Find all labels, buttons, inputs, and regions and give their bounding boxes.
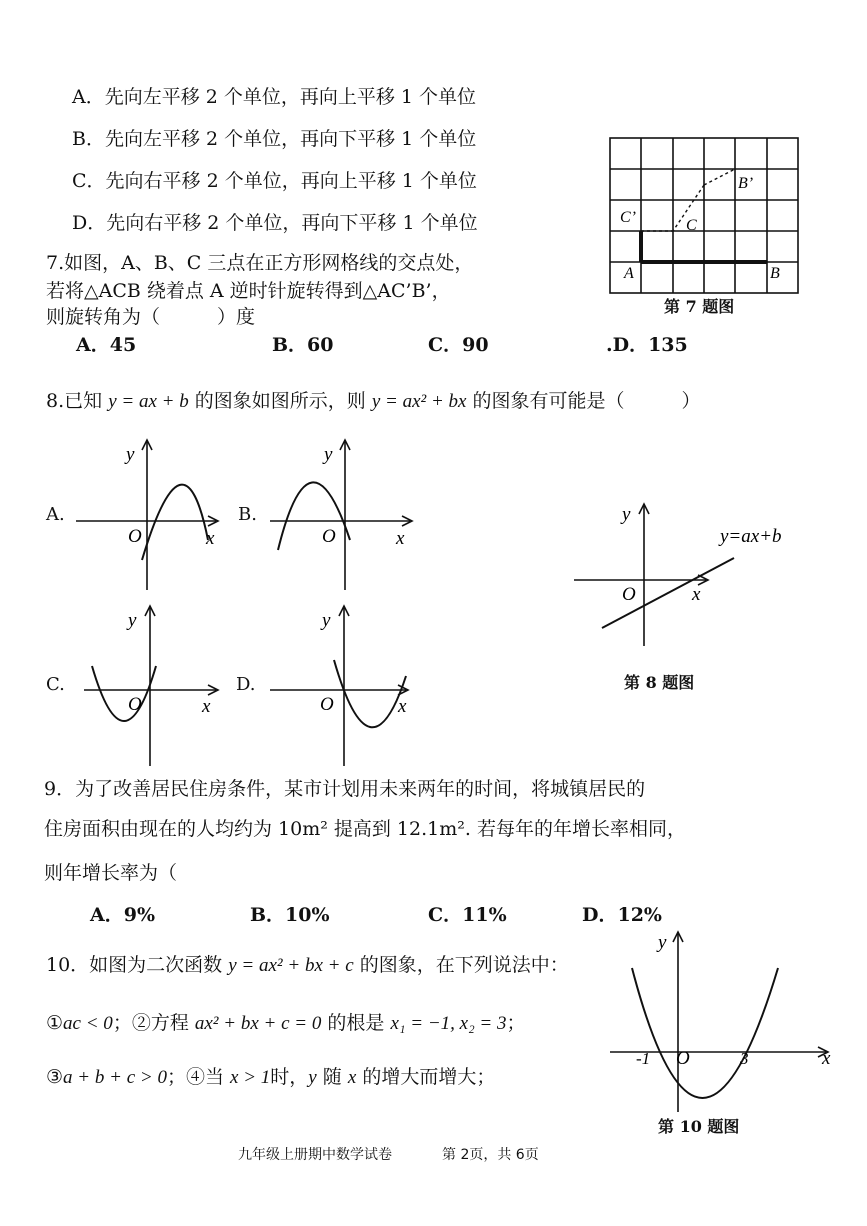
q8-ref-origin: O bbox=[622, 584, 636, 605]
q10-s1-symbol: ① bbox=[46, 1012, 64, 1034]
q10-stem-prefix: 10．如图为二次函数 bbox=[46, 954, 223, 976]
q6-option-b: B．先向左平移 2 个单位，再向下平移 1 个单位 bbox=[72, 128, 477, 150]
q10-figure bbox=[610, 928, 838, 1112]
q8-d-x-label: x bbox=[398, 696, 407, 717]
q10-s2-roots: x₁ = −1, x₂ = 3 bbox=[390, 1013, 507, 1034]
q8-a-y-label: y bbox=[126, 444, 135, 465]
q7-label-c-prime: C’ bbox=[620, 209, 636, 226]
q10-tick-neg1: -1 bbox=[636, 1049, 651, 1068]
q7-stem-line3: 则旋转角为（ ）度 bbox=[46, 306, 256, 328]
q10-caption: 第 10 题图 bbox=[658, 1117, 740, 1136]
q7-label-a: A bbox=[624, 265, 634, 282]
q7-label-b: B bbox=[770, 265, 780, 282]
footer-title: 九年级上册期中数学试卷 bbox=[238, 1147, 392, 1163]
q8-graph-b bbox=[270, 440, 430, 590]
q7-label-c: C bbox=[686, 217, 697, 234]
q8-c-x-label: x bbox=[202, 696, 211, 717]
q7-option-b: B．60 bbox=[272, 334, 334, 356]
q7-label-b-prime: B’ bbox=[738, 175, 754, 192]
q10-y-label: y bbox=[658, 932, 667, 953]
q9-option-c: C．11% bbox=[428, 904, 507, 926]
q8-label-d: D. bbox=[236, 674, 256, 695]
q10-s4-x: x bbox=[347, 1067, 357, 1088]
q8-stem-suffix: 的图象有可能是（ ） bbox=[472, 390, 701, 412]
q10-stem-suffix: 的图象，在下列说法中： bbox=[359, 954, 569, 976]
q7-option-c: C．90 bbox=[428, 334, 489, 356]
q8-eq-quadratic: y = ax² + bx bbox=[371, 391, 467, 412]
q10-s4-mid: 时， bbox=[270, 1066, 309, 1088]
q10-s1-math: ac < 0 bbox=[63, 1013, 113, 1034]
q10-s3-math: a + b + c > 0 bbox=[63, 1067, 167, 1088]
q8-d-y-label: y bbox=[322, 610, 331, 631]
q8-ref-y-label: y bbox=[622, 504, 631, 525]
q10-origin: O bbox=[676, 1048, 690, 1069]
q7-option-a: A．45 bbox=[76, 334, 137, 356]
q8-b-origin: O bbox=[322, 526, 336, 547]
q6-option-c: C．先向右平移 2 个单位，再向上平移 1 个单位 bbox=[72, 170, 477, 192]
q10-stem bbox=[46, 956, 569, 975]
q8-graph-d bbox=[270, 606, 420, 766]
q10-statements-1-2 bbox=[46, 1014, 526, 1033]
q10-tick-3: 3 bbox=[740, 1049, 749, 1068]
q10-x-label: x bbox=[822, 1048, 831, 1069]
q10-s3-sep: ；④当 bbox=[166, 1066, 224, 1088]
q8-eq-linear: y = ax + b bbox=[108, 391, 189, 412]
q8-ref-line-label: y=ax+b bbox=[720, 526, 782, 547]
q7-figure bbox=[610, 138, 800, 298]
q10-s2-mid: 的根是 bbox=[327, 1012, 385, 1034]
q8-b-y-label: y bbox=[324, 444, 333, 465]
q8-stem-prefix: 8.已知 bbox=[46, 390, 103, 412]
q9-option-d: D．12% bbox=[582, 904, 662, 926]
q8-c-origin: O bbox=[128, 694, 142, 715]
q8-stem bbox=[46, 392, 701, 411]
q10-s3-symbol: ③ bbox=[46, 1066, 64, 1088]
q9-stem-line1: 9．为了改善居民住房条件，某市计划用未来两年的时间，将城镇居民的 bbox=[44, 778, 646, 800]
q9-stem-line3: 则年增长率为（ bbox=[44, 862, 178, 884]
q10-s4-condition: x > 1 bbox=[230, 1067, 271, 1088]
q8-label-a: A. bbox=[46, 504, 65, 525]
q7-caption: 第 7 题图 bbox=[664, 297, 735, 316]
q10-s2-end: ； bbox=[506, 1012, 526, 1034]
q8-b-x-label: x bbox=[396, 528, 405, 549]
q8-reference-figure bbox=[574, 500, 814, 650]
q8-graph-a bbox=[76, 440, 236, 590]
q8-label-b: B. bbox=[238, 504, 257, 525]
q8-a-x-label: x bbox=[206, 528, 215, 549]
q10-s2-equation: ax² + bx + c = 0 bbox=[194, 1013, 322, 1034]
q7-stem-line2: 若将△ACB 绕着点 A 逆时针旋转得到△AC’B’， bbox=[46, 280, 451, 302]
q10-s4-y: y bbox=[308, 1067, 317, 1088]
q6-option-d: D．先向右平移 2 个单位，再向下平移 1 个单位 bbox=[72, 212, 478, 234]
q7-option-d: .D．135 bbox=[606, 334, 688, 356]
q8-a-origin: O bbox=[128, 526, 142, 547]
q8-stem-mid: 的图象如图所示，则 bbox=[194, 390, 366, 412]
q10-s4-end: 的增大而增大； bbox=[362, 1066, 496, 1088]
q10-s4-mid2: 随 bbox=[322, 1066, 342, 1088]
q9-option-a: A．9% bbox=[90, 904, 156, 926]
q7-stem-line1: 7.如图，A、B、C 三点在正方形网格线的交点处， bbox=[46, 252, 474, 274]
q6-option-a: A．先向左平移 2 个单位，再向上平移 1 个单位 bbox=[72, 86, 477, 108]
q8-graph-c bbox=[84, 606, 234, 766]
q8-c-y-label: y bbox=[128, 610, 137, 631]
q10-statements-3-4 bbox=[46, 1068, 495, 1087]
q8-label-c: C. bbox=[46, 674, 65, 695]
q10-eq: y = ax² + bx + c bbox=[228, 955, 354, 976]
q9-option-b: B．10% bbox=[250, 904, 330, 926]
q8-caption: 第 8 题图 bbox=[624, 673, 695, 692]
q9-stem-line2: 住房面积由现在的人均约为 10m² 提高到 12.1m². 若每年的年增长率相同， bbox=[44, 818, 686, 840]
q8-d-origin: O bbox=[320, 694, 334, 715]
q8-ref-x-label: x bbox=[692, 584, 701, 605]
q10-s1-sep: ；②方程 bbox=[112, 1012, 189, 1034]
footer-page-number: 第 2页，共 6页 bbox=[442, 1147, 539, 1163]
